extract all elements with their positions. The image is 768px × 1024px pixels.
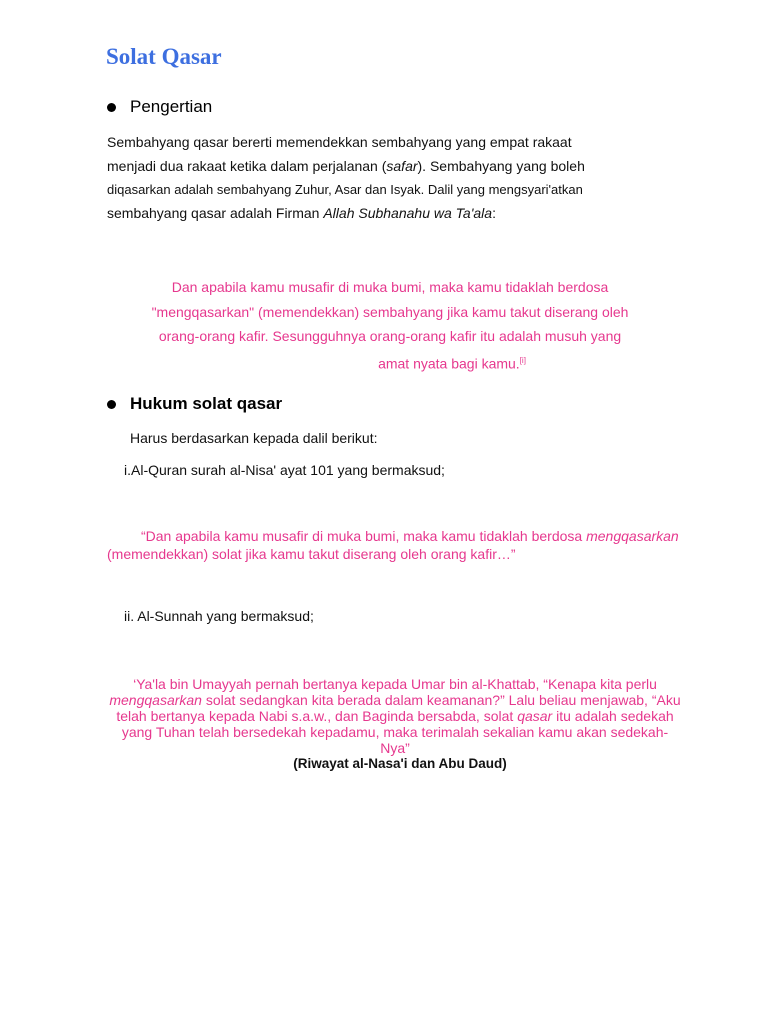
quote-line: orang-orang kafir. Sesungguhnya orang-orang kafir itu adalah musuh yang bbox=[158, 328, 622, 344]
page-title: Solat Qasar bbox=[106, 44, 222, 69]
quran-quote-2 bbox=[107, 527, 687, 563]
quote-line: telah bertanya kepada Nabi s.a.w., dan Baginda bersabda, solat qasar itu adalah sedekah bbox=[116, 708, 674, 724]
quote-line: Dan apabila kamu musafir di muka bumi, maka kamu tidaklah berdosa bbox=[171, 279, 609, 295]
footnote-marker[interactable]: [i] bbox=[519, 355, 526, 365]
quote-line: (memendekkan) solat jika kamu takut diserang oleh orang kafir…” bbox=[107, 546, 516, 562]
hadith-quote bbox=[100, 676, 690, 756]
bullet-icon bbox=[107, 103, 116, 112]
quran-quote bbox=[100, 275, 680, 376]
quote-line: “Dan apabila kamu musafir di muka bumi, maka kamu tidaklah berdosa mengqasarkan bbox=[141, 528, 679, 544]
paragraph-line: diqasarkan adalah sembahyang Zuhur, Asar dan Isyak. Dalil yang mengsyari'atkan bbox=[107, 182, 583, 197]
quote-line: Nya” bbox=[380, 740, 410, 756]
bullet-icon bbox=[107, 400, 116, 409]
hadith-citation: (Riwayat al-Nasa'i dan Abu Daud) bbox=[293, 756, 507, 771]
paragraph-line: menjadi dua rakaat ketika dalam perjalanan (safar). Sembahyang yang boleh bbox=[107, 157, 585, 174]
paragraph-line: sembahyang qasar adalah Firman Allah Subhanahu wa Ta'ala: bbox=[107, 204, 496, 221]
quote-line: ‘Ya'la bin Umayyah pernah bertanya kepada Umar bin al-Khattab, “Kenapa kita perlu bbox=[133, 676, 657, 692]
section-hukum-heading bbox=[107, 394, 282, 414]
definition-paragraph bbox=[107, 131, 667, 225]
quote-line: yang Tuhan telah bersedekah kepadamu, maka terimalah sekalian kamu akan sedekah- bbox=[121, 724, 669, 740]
quote-line: "mengqasarkan" (memendekkan) sembahyang jika kamu takut diserang oleh bbox=[151, 303, 629, 320]
paragraph-line: Sembahyang qasar bererti memendekkan sembahyang yang empat rakaat bbox=[107, 134, 572, 150]
section-pengertian-heading bbox=[107, 97, 212, 117]
section-heading-text: Hukum solat qasar bbox=[130, 394, 283, 413]
hukum-intro: Harus berdasarkan kepada dalil berikut: bbox=[130, 430, 378, 446]
dalil-item-quran: i.Al-Quran surah al-Nisa' ayat 101 yang bermaksud; bbox=[124, 462, 445, 478]
section-heading-text: Pengertian bbox=[130, 97, 213, 116]
quote-line: mengqasarkan solat sedangkan kita berada dalam keamanan?” Lalu beliau menjawab, “Aku bbox=[109, 692, 681, 708]
quote-line: amat nyata bagi kamu.[i] bbox=[378, 355, 526, 372]
dalil-item-sunnah: ii. Al-Sunnah yang bermaksud; bbox=[124, 608, 314, 624]
